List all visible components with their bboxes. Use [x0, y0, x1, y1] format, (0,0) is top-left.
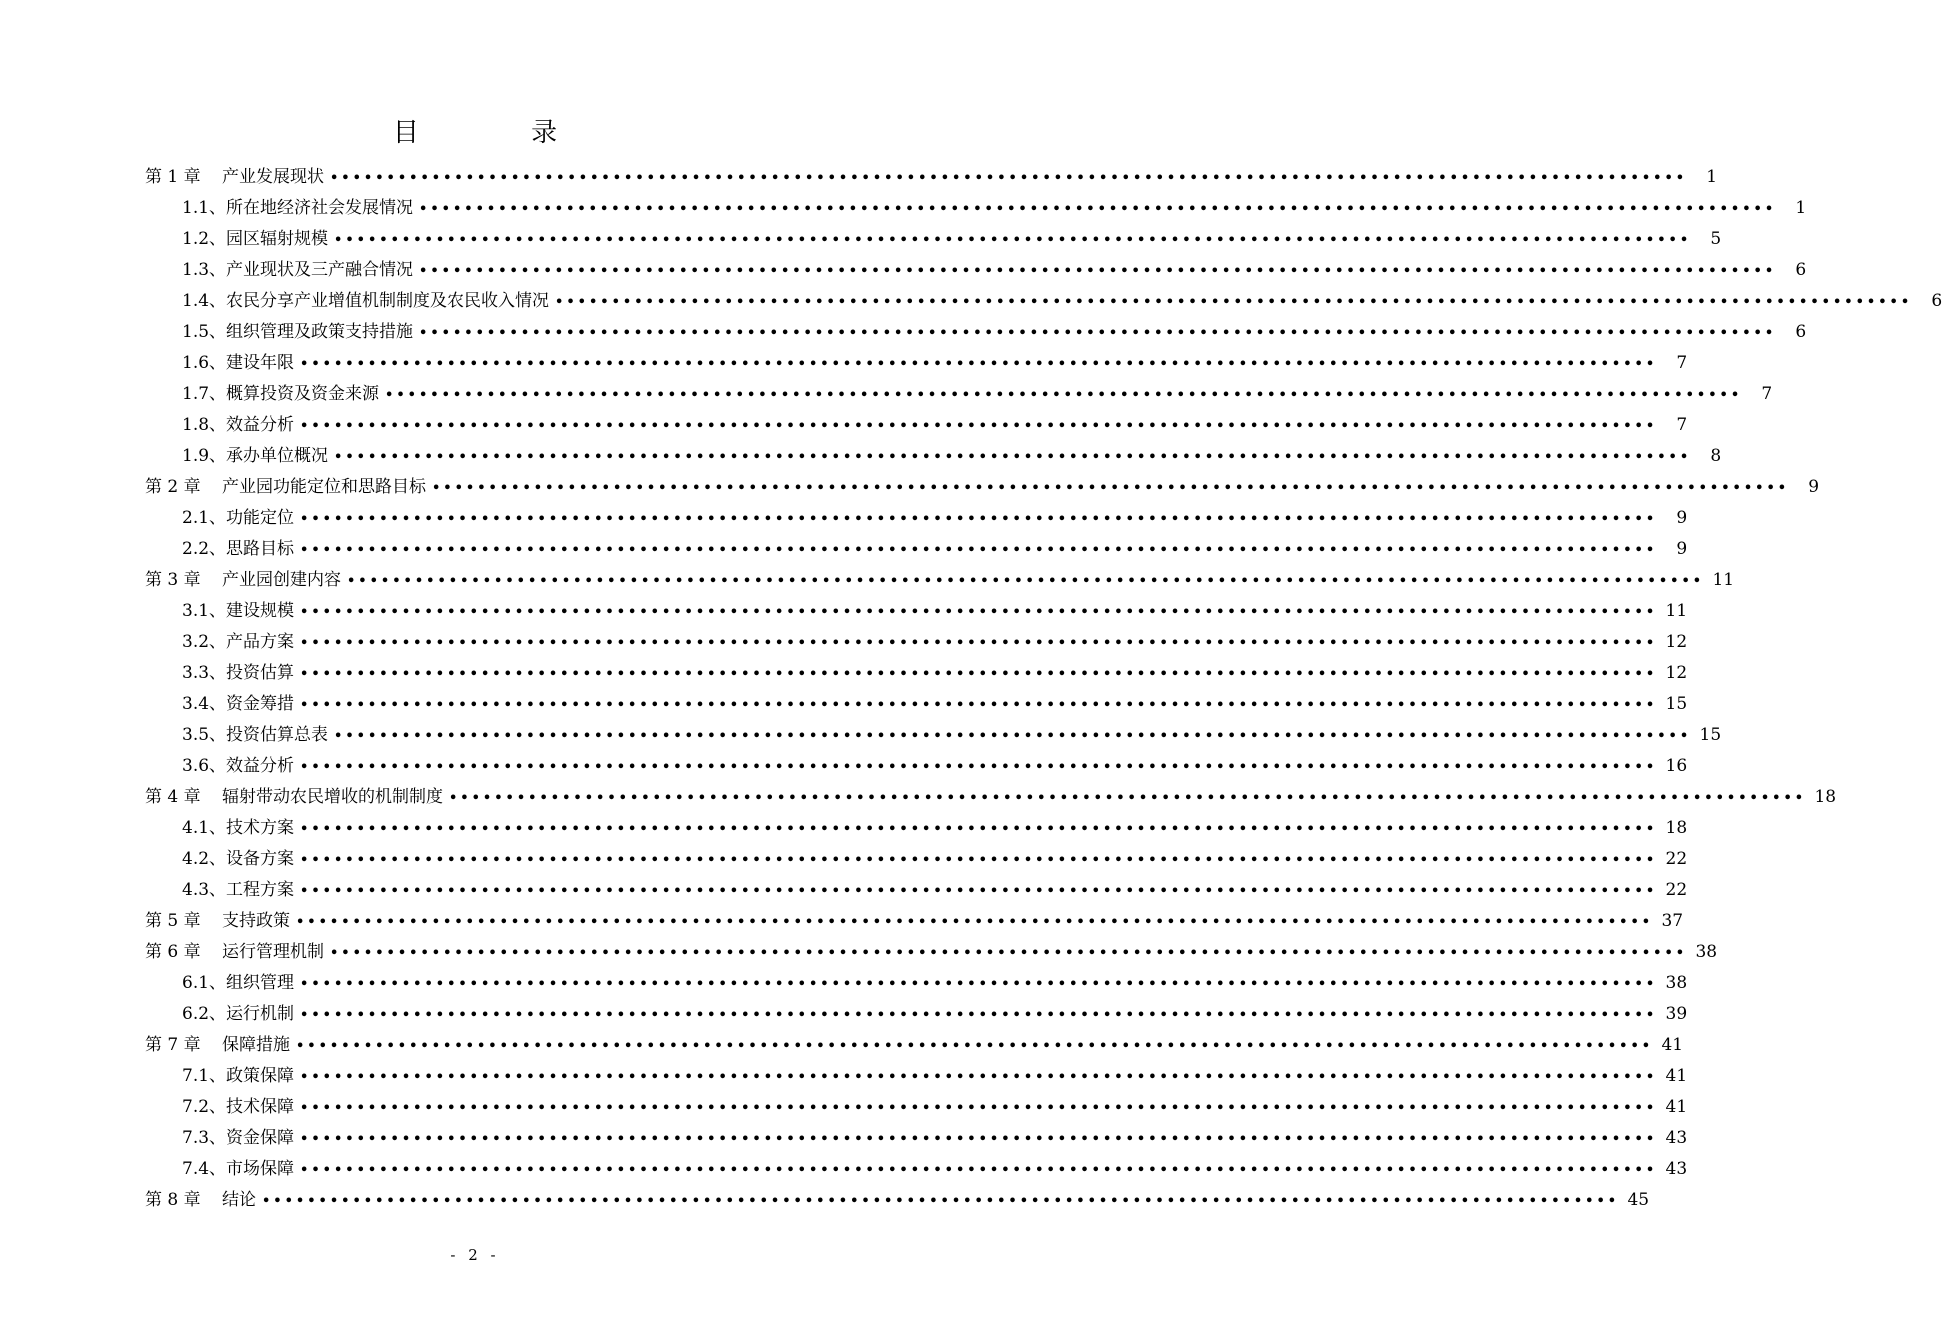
toc-entry-page: 9 — [1808, 477, 1820, 497]
toc-entry-number: 1.7、 — [182, 384, 227, 404]
toc-entry-number: 3.5、 — [182, 725, 227, 745]
toc-entry-page: 6 — [1795, 260, 1807, 280]
toc-entry-page: 41 — [1661, 1035, 1684, 1055]
dot-leader: •••••••••••••••••••••••••••••••••••••••••••••••••••••••••••••••••••••••••••••••••••••••••••••••••••••••••••••••••••••••• — [300, 636, 1658, 651]
dot-leader: •••••••••••••••••••••••••••••••••••••••••••••••••••••••••••••••••••••••••••••••••••••••••••••••••••••••••••••••••••••••• — [334, 233, 1692, 248]
toc-entry-page: 8 — [1710, 446, 1722, 466]
toc-entry-title: 运行机制 — [226, 1004, 295, 1024]
toc-entry-number: 2.2、 — [182, 539, 227, 559]
toc-entry-title: 政策保障 — [226, 1066, 295, 1086]
toc-entry-title: 技术方案 — [226, 818, 295, 838]
toc-entry-number: 7.1、 — [182, 1066, 227, 1086]
dot-leader: •••••••••••••••••••••••••••••••••••••••••••••••••••••••••••••••••••••••••••••••••••••••••••••••••••••••••••••••••••••••• — [300, 822, 1658, 837]
toc-entry-title: 概算投资及资金来源 — [226, 384, 380, 404]
toc-entry-title: 设备方案 — [226, 849, 295, 869]
toc-entry-page: 38 — [1695, 942, 1718, 962]
toc-section-entry[interactable] — [145, 968, 1688, 999]
toc-entry-number: 7.3、 — [182, 1128, 227, 1148]
toc-section-entry[interactable] — [145, 1123, 1688, 1154]
toc-chapter-entry[interactable] — [145, 1030, 1684, 1061]
toc-section-entry[interactable] — [145, 627, 1688, 658]
toc-chapter-entry[interactable] — [145, 162, 1718, 193]
toc-entry-page: 16 — [1665, 756, 1688, 776]
toc-entry-title: 承办单位概况 — [226, 446, 329, 466]
dot-leader: •••••••••••••••••••••••••••••••••••••••••••••••••••••••••••••••••••••••••••••••••••••••••••••••••••••••••••••••••••••••• — [385, 388, 1743, 403]
toc-section-entry[interactable] — [145, 441, 1722, 472]
toc-chapter-entry[interactable] — [145, 565, 1735, 596]
dot-leader: •••••••••••••••••••••••••••••••••••••••••••••••••••••••••••••••••••••••••••••••••••••••••••••••••••••••••••••••••••••••• — [300, 605, 1658, 620]
toc-section-entry[interactable] — [145, 286, 1942, 317]
toc-entry-number: 1.2、 — [182, 229, 227, 249]
toc-entry-page: 45 — [1627, 1190, 1650, 1210]
dot-leader: •••••••••••••••••••••••••••••••••••••••••••••••••••••••••••••••••••••••••••••••••••••••••••••••••••••••••••••••••••••••• — [300, 1008, 1658, 1023]
toc-entry-title: 效益分析 — [226, 756, 295, 776]
toc-section-entry[interactable] — [145, 379, 1773, 410]
dot-leader: •••••••••••••••••••••••••••••••••••••••••••••••••••••••••••••••••••••••••••••••••••••••••••••••••••••••••••••••••••••••• — [330, 171, 1688, 186]
toc-entry-number: 第 8 章 — [145, 1190, 201, 1210]
toc-entry-number: 7.4、 — [182, 1159, 227, 1179]
dot-leader: •••••••••••••••••••••••••••••••••••••••••••••••••••••••••••••••••••••••••••••••••••••••••••••••••••••••••••••••••••••••• — [449, 791, 1807, 806]
dot-leader: •••••••••••••••••••••••••••••••••••••••••••••••••••••••••••••••••••••••••••••••••••••••••••••••••••••••••••••••••••••••• — [347, 574, 1705, 589]
toc-entry-title: 投资估算 — [226, 663, 295, 683]
dot-leader: •••••••••••••••••••••••••••••••••••••••••••••••••••••••••••••••••••••••••••••••••••••••••••••••••••••••••••••••••••••••• — [300, 884, 1658, 899]
toc-entry-number: 7.2、 — [182, 1097, 227, 1117]
toc-entry-title: 投资估算总表 — [226, 725, 329, 745]
dot-leader: •••••••••••••••••••••••••••••••••••••••••••••••••••••••••••••••••••••••••••••••••••••••••••••••••••••••••••••••••••••••• — [300, 1101, 1658, 1116]
toc-entry-page: 39 — [1665, 1004, 1688, 1024]
toc-section-entry[interactable] — [145, 348, 1688, 379]
table-of-contents — [145, 162, 1942, 1216]
page-title: 目 录 — [392, 118, 610, 148]
toc-entry-title: 市场保障 — [226, 1159, 295, 1179]
toc-section-entry[interactable] — [145, 534, 1688, 565]
toc-entry-title: 产业现状及三产融合情况 — [226, 260, 414, 280]
toc-entry-title: 资金保障 — [226, 1128, 295, 1148]
toc-entry-number: 6.2、 — [182, 1004, 227, 1024]
dot-leader: •••••••••••••••••••••••••••••••••••••••••••••••••••••••••••••••••••••••••••••••••••••••••••••••••••••••••••••••••••••••• — [300, 853, 1658, 868]
toc-entry-number: 3.1、 — [182, 601, 227, 621]
toc-entry-number: 1.8、 — [182, 415, 227, 435]
toc-entry-number: 3.4、 — [182, 694, 227, 714]
toc-entry-number: 3.2、 — [182, 632, 227, 652]
toc-entry-number: 6.1、 — [182, 973, 227, 993]
toc-entry-title: 结论 — [222, 1190, 256, 1210]
dot-leader: •••••••••••••••••••••••••••••••••••••••••••••••••••••••••••••••••••••••••••••••••••••••••••••••••••••••••••••••••••••••• — [334, 729, 1692, 744]
toc-section-entry[interactable] — [145, 317, 1807, 348]
dot-leader: •••••••••••••••••••••••••••••••••••••••••••••••••••••••••••••••••••••••••••••••••••••••••••••••••••••••••••••••••••••••• — [300, 667, 1658, 682]
toc-entry-title: 建设年限 — [226, 353, 295, 373]
dot-leader: •••••••••••••••••••••••••••••••••••••••••••••••••••••••••••••••••••••••••••••••••••••••••••••••••••••••••••••••••••••••• — [432, 481, 1790, 496]
dot-leader: •••••••••••••••••••••••••••••••••••••••••••••••••••••••••••••••••••••••••••••••••••••••••••••••••••••••••••••••••••••••• — [334, 450, 1692, 465]
toc-entry-number: 1.9、 — [182, 446, 227, 466]
toc-entry-title: 产业发展现状 — [222, 167, 324, 187]
toc-entry-page: 37 — [1661, 911, 1684, 931]
toc-entry-title: 组织管理及政策支持措施 — [226, 322, 414, 342]
toc-entry-number: 4.2、 — [182, 849, 227, 869]
dot-leader: •••••••••••••••••••••••••••••••••••••••••••••••••••••••••••••••••••••••••••••••••••••••••••••••••••••••••••••••••••••••• — [300, 357, 1658, 372]
toc-entry-number: 3.6、 — [182, 756, 227, 776]
toc-section-entry[interactable] — [145, 255, 1807, 286]
dot-leader: •••••••••••••••••••••••••••••••••••••••••••••••••••••••••••••••••••••••••••••••••••••••••••••••••••••••••••••••••••••••• — [300, 760, 1658, 775]
toc-entry-title: 效益分析 — [226, 415, 295, 435]
toc-entry-title: 农民分享产业增值机制制度及农民收入情况 — [226, 291, 550, 311]
toc-entry-number: 第 4 章 — [145, 787, 201, 807]
toc-entry-page: 7 — [1761, 384, 1773, 404]
dot-leader: •••••••••••••••••••••••••••••••••••••••••••••••••••••••••••••••••••••••••••••••••••••••••••••••••••••••••••••••••••••••• — [296, 1039, 1654, 1054]
toc-entry-title: 技术保障 — [226, 1097, 295, 1117]
toc-section-entry[interactable] — [145, 503, 1688, 534]
toc-entry-number: 1.5、 — [182, 322, 227, 342]
toc-section-entry[interactable] — [145, 224, 1722, 255]
toc-entry-number: 3.3、 — [182, 663, 227, 683]
toc-entry-number: 1.6、 — [182, 353, 227, 373]
toc-entry-number: 4.1、 — [182, 818, 227, 838]
toc-entry-page: 6 — [1931, 291, 1942, 311]
toc-section-entry[interactable] — [145, 658, 1688, 689]
dot-leader: •••••••••••••••••••••••••••••••••••••••••••••••••••••••••••••••••••••••••••••••••••••••••••••••••••••••••••••••••••••••• — [300, 1070, 1658, 1085]
dot-leader: •••••••••••••••••••••••••••••••••••••••••••••••••••••••••••••••••••••••••••••••••••••••••••••••••••••••••••••••••••••••• — [300, 512, 1658, 527]
toc-section-entry[interactable] — [145, 844, 1688, 875]
dot-leader: •••••••••••••••••••••••••••••••••••••••••••••••••••••••••••••••••••••••••••••••••••••••••••••••••••••••••••••••••••••••• — [262, 1194, 1620, 1209]
toc-entry-page: 9 — [1676, 539, 1688, 559]
toc-section-entry[interactable] — [145, 875, 1688, 906]
toc-section-entry[interactable] — [145, 813, 1688, 844]
dot-leader: •••••••••••••••••••••••••••••••••••••••••••••••••••••••••••••••••••••••••••••••••••••••••••••••••••••••••••••••••••••••• — [300, 1132, 1658, 1147]
toc-entry-title: 产业园功能定位和思路目标 — [222, 477, 426, 497]
toc-entry-page: 18 — [1665, 818, 1688, 838]
toc-entry-page: 11 — [1665, 601, 1688, 621]
dot-leader: •••••••••••••••••••••••••••••••••••••••••••••••••••••••••••••••••••••••••••••••••••••••••••••••••••••••••••••••••••••••• — [419, 326, 1777, 341]
toc-entry-number: 第 5 章 — [145, 911, 201, 931]
toc-entry-number: 1.4、 — [182, 291, 227, 311]
toc-entry-page: 38 — [1665, 973, 1688, 993]
toc-entry-page: 41 — [1665, 1097, 1688, 1117]
toc-entry-number: 第 2 章 — [145, 477, 201, 497]
toc-entry-title: 产业园创建内容 — [222, 570, 341, 590]
toc-entry-page: 12 — [1665, 632, 1688, 652]
dot-leader: •••••••••••••••••••••••••••••••••••••••••••••••••••••••••••••••••••••••••••••••••••••••••••••••••••••••••••••••••••••••• — [300, 419, 1658, 434]
toc-entry-page: 15 — [1665, 694, 1688, 714]
dot-leader: •••••••••••••••••••••••••••••••••••••••••••••••••••••••••••••••••••••••••••••••••••••••••••••••••••••••••••••••••••••••• — [300, 543, 1658, 558]
toc-chapter-entry[interactable] — [145, 782, 1837, 813]
toc-entry-page: 7 — [1676, 353, 1688, 373]
toc-entry-page: 15 — [1699, 725, 1722, 745]
toc-entry-page: 18 — [1814, 787, 1837, 807]
toc-entry-page: 43 — [1665, 1159, 1688, 1179]
toc-entry-number: 2.1、 — [182, 508, 227, 528]
toc-entry-page: 11 — [1712, 570, 1735, 590]
toc-entry-title: 所在地经济社会发展情况 — [226, 198, 414, 218]
dot-leader: •••••••••••••••••••••••••••••••••••••••••••••••••••••••••••••••••••••••••••••••••••••••••••••••••••••••••••••••••••••••• — [419, 202, 1777, 217]
toc-chapter-entry[interactable] — [145, 906, 1684, 937]
toc-entry-title: 建设规模 — [226, 601, 295, 621]
toc-chapter-entry[interactable] — [145, 472, 1820, 503]
toc-entry-title: 运行管理机制 — [222, 942, 324, 962]
toc-entry-page: 1 — [1795, 198, 1807, 218]
dot-leader: •••••••••••••••••••••••••••••••••••••••••••••••••••••••••••••••••••••••••••••••••••••••••••••••••••••••••••••••••••••••• — [330, 946, 1688, 961]
toc-section-entry[interactable] — [145, 1092, 1688, 1123]
toc-entry-page: 41 — [1665, 1066, 1688, 1086]
toc-chapter-entry[interactable] — [145, 937, 1718, 968]
toc-entry-page: 6 — [1795, 322, 1807, 342]
toc-section-entry[interactable] — [145, 1061, 1688, 1092]
toc-entry-page: 5 — [1710, 229, 1722, 249]
toc-entry-title: 思路目标 — [226, 539, 295, 559]
toc-entry-title: 支持政策 — [222, 911, 290, 931]
toc-entry-page: 22 — [1665, 849, 1688, 869]
toc-entry-title: 工程方案 — [226, 880, 295, 900]
toc-entry-page: 22 — [1665, 880, 1688, 900]
toc-entry-number: 4.3、 — [182, 880, 227, 900]
toc-entry-number: 1.3、 — [182, 260, 227, 280]
toc-chapter-entry[interactable] — [145, 1185, 1650, 1216]
toc-entry-title: 保障措施 — [222, 1035, 290, 1055]
toc-entry-title: 产品方案 — [226, 632, 295, 652]
toc-entry-title: 组织管理 — [226, 973, 295, 993]
toc-section-entry[interactable] — [145, 1154, 1688, 1185]
toc-entry-number: 第 6 章 — [145, 942, 201, 962]
toc-entry-title: 资金筹措 — [226, 694, 295, 714]
page-number: - 2 - — [450, 1246, 500, 1264]
toc-section-entry[interactable] — [145, 720, 1722, 751]
toc-entry-page: 7 — [1676, 415, 1688, 435]
dot-leader: •••••••••••••••••••••••••••••••••••••••••••••••••••••••••••••••••••••••••••••••••••••••••••••••••••••••••••••••••••••••• — [300, 698, 1658, 713]
toc-entry-page: 12 — [1665, 663, 1688, 683]
toc-section-entry[interactable] — [145, 410, 1688, 441]
toc-entry-page: 1 — [1706, 167, 1718, 187]
toc-section-entry[interactable] — [145, 751, 1688, 782]
dot-leader: •••••••••••••••••••••••••••••••••••••••••••••••••••••••••••••••••••••••••••••••••••••••••••••••••••••••••••••••••••••••• — [300, 1163, 1658, 1178]
toc-section-entry[interactable] — [145, 689, 1688, 720]
toc-entry-title: 园区辐射规模 — [226, 229, 329, 249]
toc-entry-number: 第 3 章 — [145, 570, 201, 590]
toc-entry-number: 1.1、 — [182, 198, 227, 218]
toc-section-entry[interactable] — [145, 596, 1688, 627]
toc-entry-title: 辐射带动农民增收的机制制度 — [222, 787, 443, 807]
toc-entry-number: 第 1 章 — [145, 167, 201, 187]
toc-section-entry[interactable] — [145, 193, 1807, 224]
toc-section-entry[interactable] — [145, 999, 1688, 1030]
dot-leader: •••••••••••••••••••••••••••••••••••••••••••••••••••••••••••••••••••••••••••••••••••••••••••••••••••••••••••••••••••••••• — [555, 295, 1913, 310]
toc-entry-page: 9 — [1676, 508, 1688, 528]
toc-entry-title: 功能定位 — [226, 508, 295, 528]
dot-leader: •••••••••••••••••••••••••••••••••••••••••••••••••••••••••••••••••••••••••••••••••••••••••••••••••••••••••••••••••••••••• — [296, 915, 1654, 930]
toc-entry-page: 43 — [1665, 1128, 1688, 1148]
dot-leader: •••••••••••••••••••••••••••••••••••••••••••••••••••••••••••••••••••••••••••••••••••••••••••••••••••••••••••••••••••••••• — [300, 977, 1658, 992]
toc-entry-number: 第 7 章 — [145, 1035, 201, 1055]
dot-leader: •••••••••••••••••••••••••••••••••••••••••••••••••••••••••••••••••••••••••••••••••••••••••••••••••••••••••••••••••••••••• — [419, 264, 1777, 279]
